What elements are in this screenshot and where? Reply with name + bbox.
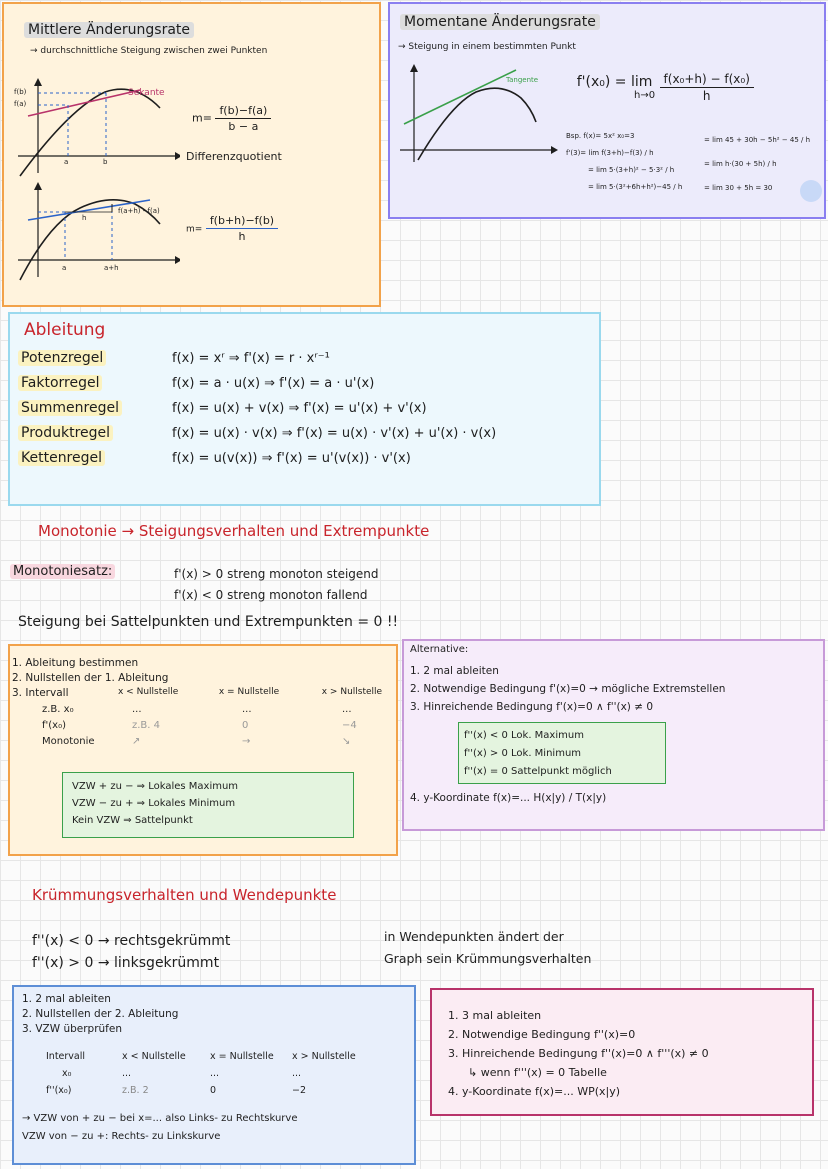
avg-rate-title: Mittlere Änderungsrate [24,22,194,38]
kruemmung-vzw-line: → VZW von + zu − bei x=... also Links- zu Rechtskurve [22,1113,298,1124]
rule-formula: f(x) = u(x) · v(x) ⇒ f'(x) = u(x) · v'(x) + u'(x) · v(x) [172,426,497,441]
monotonie-step: 3. Intervall [12,687,69,699]
inst-rate-formula [574,72,754,103]
kruemmung-heading: Krümmungsverhalten und Wendepunkte [32,886,337,904]
formula1-fraction [215,104,271,133]
kruemmung-line: f''(x) < 0 → rechtsgekrümmt [32,933,231,949]
table-row: f''(x₀) z.B. 2 0 −2 [46,1085,307,1096]
alternative-box-line: f''(x) = 0 Sattelpunkt möglich [464,766,612,777]
vzw-lines [72,778,238,829]
table-row: Intervall x < Nullstelle x = Nullstelle x > Nullstelle [46,1051,356,1062]
result-highlight-circle [800,180,822,202]
graph1-fb-label: f(b) [14,88,27,96]
formula1-num: f(b)−f(a) [215,104,271,119]
inst-example-line: Bsp. f(x)= 5x² x₀=3 [566,132,635,140]
monotonie-satz-line: f'(x) < 0 streng monoton fallend [174,588,368,602]
alternative-step: 3. Hinreichende Bedingung f'(x)=0 ∧ f''(x) ≠ 0 [410,701,654,713]
alternative-box-line: f''(x) < 0 Lok. Maximum [464,730,584,741]
formula2-m: m= [186,224,203,235]
alternative-step4: 4. y-Koordinate f(x)=... H(x|y) / T(x|y) [410,792,607,804]
rule-name: Summenregel [18,396,122,421]
graph1-fa-label: f(a) [14,100,27,108]
rule-list [18,346,122,471]
rule-name: Produktregel [18,421,122,446]
inst-example-left [566,128,682,196]
kruemmung-table [46,1048,356,1099]
alternative-step: 1. 2 mal ableiten [410,665,499,677]
inst-rate-subtitle: → Steigung in einem bestimmten Punkt [398,42,576,52]
table-row: f'(x₀) z.B. 4 0 −4 [42,720,357,731]
kruemmung-lines [32,930,230,974]
rule-name: Faktorregel [18,371,122,396]
inst-formula-sub: h→0 [634,90,656,101]
formula1-m: m= [192,111,212,125]
formula2-den: h [238,230,246,243]
kruemmung-vzw-line: VZW von − zu +: Rechts- zu Linkskurve [22,1131,221,1142]
ableitung-title: Ableitung [24,320,106,340]
table-head-cell: x < Nullstelle [118,687,179,697]
inst-rate-title: Momentane Änderungsrate [400,14,600,30]
inst-example-line: = lim h·(30 + 5h) / h [704,160,777,168]
monotonie-step: 1. Ableitung bestimmen [12,657,139,669]
inst-example-line: = lim 5·(3²+6h+h²)−45 / h [588,183,683,191]
monotonie-step: 2. Nullstellen der 1. Ableitung [12,672,169,684]
vzw-line: Kein VZW ⇒ Sattelpunkt [72,815,193,826]
inst-example-line: = lim 30 + 5h = 30 [704,184,773,192]
table-row: z.B. x₀ ... ... ... [42,704,352,715]
kruemmung-note [384,926,591,970]
inst-formula-lhs: f'(x₀) = lim [576,74,653,90]
vzw-line: VZW − zu + ⇒ Lokales Minimum [72,798,236,809]
wendepunkt-step: 2. Notwendige Bedingung f''(x)=0 [448,1028,636,1041]
tangent-approach-graph [10,182,180,282]
graph2-ah-label: a+h [104,264,119,272]
rule-name: Potenzregel [18,346,122,371]
kruemmung-note-line: Graph sein Krümmungsverhalten [384,951,592,966]
alternative-steps [410,662,725,716]
alternative-title: Alternative: [410,644,469,655]
inst-formula-den: h [702,89,711,103]
kruemmung-step: 3. VZW überprüfen [22,1023,122,1035]
formula1-den: b − a [228,120,259,133]
wendepunkt-step: 4. y-Koordinate f(x)=... WP(x|y) [448,1085,621,1098]
kruemmung-step: 1. 2 mal ableiten [22,993,111,1005]
table-head-cell: x = Nullstelle [218,687,280,697]
kruemmung-step: 2. Nullstellen der 2. Ableitung [22,1008,179,1020]
inst-example-line: = lim 45 + 30h − 5h² − 45 / h [704,136,811,144]
formula2-fraction [206,214,278,243]
formula2-num: f(b+h)−f(b) [206,214,278,229]
avg-rate-formula2 [186,214,278,243]
monotonie-satz-lines [174,564,379,606]
inst-example-line: = lim 5·(3+h)² − 5·3² / h [588,166,675,174]
rule-formula: f(x) = u(x) + v(x) ⇒ f'(x) = u'(x) + v'(x) [172,401,427,416]
monotonie-table [42,702,357,750]
table-row: Monotonie ↗ → ↘ [42,736,351,747]
kruemmung-vzw [22,1110,298,1146]
rule-formula: f(x) = xʳ ⇒ f'(x) = r · xʳ⁻¹ [172,351,330,366]
monotonie-table-head [118,687,382,697]
rule-formulas [172,346,496,471]
monotonie-heading: Monotonie → Steigungsverhalten und Extrempunkte [38,522,430,540]
monotonie-note: Steigung bei Sattelpunkten und Extrempunkten = 0 !! [18,614,399,630]
alternative-box-lines [464,727,612,781]
inst-formula-num: f(x₀+h) − f(x₀) [660,72,754,88]
vzw-line: VZW + zu − ⇒ Lokales Maximum [72,781,239,792]
graph2-a-label: a [62,264,67,272]
avg-rate-formula1 [192,104,271,133]
wendepunkt-step: ↳ wenn f'''(x) = 0 Tabelle [468,1066,607,1079]
kruemmung-steps [22,992,178,1037]
graph2-diff-label: f(a+h) - f(a) [118,207,160,215]
inst-example-right [704,128,810,200]
diffquot-label: Differenzquotient [186,150,282,163]
rule-formula: f(x) = a · u(x) ⇒ f'(x) = a · u'(x) [172,376,375,391]
wendepunkt-step: 1. 3 mal ableiten [448,1009,542,1022]
monotonie-satz-line: f'(x) > 0 streng monoton steigend [174,567,379,581]
kruemmung-note-line: in Wendepunkten ändert der [384,929,564,944]
table-head-cell: x > Nullstelle [321,687,383,697]
table-row: x₀ ... ... ... [62,1068,302,1079]
alternative-step: 2. Notwendige Bedingung f'(x)=0 → mögliche Extremstellen [410,683,726,695]
kruemmung-line: f''(x) > 0 → linksgekrümmt [32,955,220,971]
tangente-label: Tangente [506,76,539,84]
rule-name: Kettenregel [18,446,122,471]
inst-formula-fraction [660,72,754,103]
graph1-b-label: b [103,158,108,166]
graph1-a-label: a [64,158,69,166]
wendepunkt-steps [448,1006,709,1101]
monotonie-satz-label: Monotoniesatz: [10,564,115,579]
rule-formula: f(x) = u(v(x)) ⇒ f'(x) = u'(v(x)) · v'(x) [172,451,411,466]
alternative-box-line: f''(x) > 0 Lok. Minimum [464,748,582,759]
graph1-sekante-label: Sekante [128,88,165,98]
graph2-h-label: h [82,214,87,222]
wendepunkt-step: 3. Hinreichende Bedingung f''(x)=0 ∧ f'''(x) ≠ 0 [448,1047,709,1060]
avg-rate-subtitle: → durchschnittliche Steigung zwischen zwei Punkten [30,46,268,56]
inst-example-line: f'(3)= lim f(3+h)−f(3) / h [566,149,654,157]
